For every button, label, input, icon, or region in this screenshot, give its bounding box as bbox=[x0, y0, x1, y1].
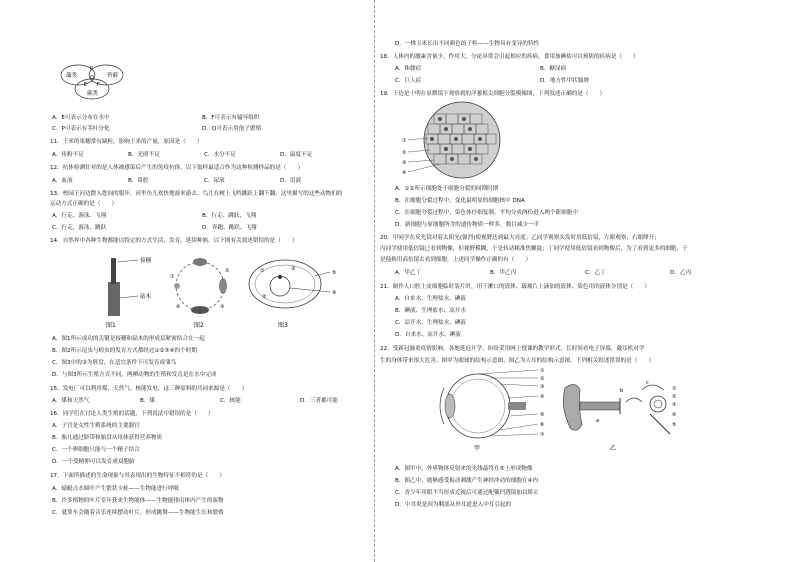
insect-pupa bbox=[219, 278, 227, 294]
q14-option-c: C．图3中的③为胚盘，在适宜条件下可发育成雏鸟 bbox=[52, 360, 177, 366]
q13-option-c: C．行走、游泳、跳跃 bbox=[52, 225, 107, 231]
column-divider bbox=[374, 0, 375, 562]
insect-egg bbox=[174, 283, 180, 289]
ear-label-c: c bbox=[646, 380, 649, 386]
q14-stem: 14．自然界中各种生物都能以特定的方式生活、发育，延续种族。以下图有关叙述错误的是（ ） bbox=[50, 238, 298, 244]
fig3-caption: 图3 bbox=[278, 322, 288, 329]
q22-option-c: C．青少年用眼不当形成近视后可通过配戴凹透镜加以矫正 bbox=[395, 490, 539, 496]
outer-ear bbox=[563, 384, 582, 430]
fig2-caption: 图2 bbox=[194, 322, 204, 329]
optic-nerve bbox=[508, 402, 526, 410]
q13-option-b: B．行走、跳跃、飞翔 bbox=[202, 213, 257, 219]
lens bbox=[445, 394, 455, 418]
eyeball bbox=[446, 374, 510, 438]
q15-option-c: C．核能 bbox=[220, 398, 241, 404]
q19-option-d: D．新细胞与原细胞所含的遗传物质一样多，数目减少一半 bbox=[395, 222, 540, 228]
cell-label-3: ③ bbox=[402, 160, 407, 166]
q22-stem-line2: 生的身体带来很大危害。图甲为眼球的结构示意图，图乙为人耳的结构示意图，下列相关叙述错误的是（ ） bbox=[380, 358, 655, 364]
label-rootstock: 砧木 bbox=[140, 294, 152, 300]
q10-option-b: B．F可表示有输导组织 bbox=[202, 115, 260, 121]
ear-label-a: a bbox=[596, 418, 600, 424]
fig3-num-3: ③ bbox=[291, 266, 296, 272]
q14-option-b: B．图2所示昆虫与蝗虫的发育方式都经过①②③④四个时期 bbox=[52, 348, 197, 354]
eye-num-6: ⑥ bbox=[540, 422, 545, 428]
q18-option-c: C．巨人症 bbox=[395, 78, 422, 84]
fig1-caption: 图1 bbox=[106, 322, 116, 329]
q18-option-b: B．糖尿病 bbox=[540, 66, 567, 72]
q12-stem: 12．抗体检测针对的是人体被感染后产生的免疫抗体，以下取样最适合作为这种检测样品的是（ ） bbox=[50, 165, 304, 171]
q10-option-a: A．E可表示分布在水中 bbox=[52, 115, 110, 121]
eye-num-2: ② bbox=[540, 376, 545, 382]
venn-label-algae: 藻类 bbox=[66, 73, 78, 79]
microscope-view bbox=[400, 100, 510, 180]
q15-option-a: A．煤和天然气 bbox=[52, 398, 90, 404]
q17-option-d: D．一株玉米长出不同颜色的子粒——生物具有变异的特性 bbox=[395, 41, 540, 47]
q15-option-b: B．煤 bbox=[140, 398, 156, 404]
fig2-num-2: ② bbox=[225, 268, 230, 274]
q22-option-d: D．中耳炎是因为咽部从外耳道进入中耳引起的 bbox=[395, 502, 512, 508]
eye-num-5: ⑤ bbox=[540, 412, 545, 418]
q14-option-a: A．图1所示成功的关键是接穗和砧木的形成层紧密结合在一起 bbox=[52, 336, 205, 342]
eye-ear-diagram bbox=[420, 368, 710, 452]
ear-num-2: ② bbox=[672, 394, 677, 400]
q21-option-c: C．凉开水、生理盐水、碘液 bbox=[395, 320, 467, 326]
venn-label-e: E bbox=[84, 82, 88, 88]
fig3-num-1: ① bbox=[260, 268, 265, 274]
venn-label-p: P bbox=[90, 66, 94, 72]
q15-option-d: D．三者都可能 bbox=[300, 398, 338, 404]
q20-stem-line1: 20．甲同学在反光镜对着太阳光(强烈)使视野达到最大亮度；乙同学观察头发时用低倍镜，左眼观察，右眼睁开； bbox=[380, 235, 660, 241]
fig2-num-3: ③ bbox=[220, 304, 225, 310]
fig3-num-2: ② bbox=[262, 294, 267, 300]
q20-stem-line2: 丙同学使用低倍镜已看到物像，但视野模糊，于是转动粗准焦螺旋；丁同学使用低倍镜看到物像后，为了看到更多的细胞，于 bbox=[380, 246, 688, 252]
q16-option-a: A．子宫是女性生殖系统的主要器官 bbox=[52, 423, 140, 429]
eye-num-4: ④ bbox=[540, 394, 545, 400]
ear-label-b: b bbox=[620, 388, 624, 394]
eye-num-7: ⑦ bbox=[540, 432, 545, 438]
ear-num-4: ④ bbox=[672, 412, 677, 418]
fig2-num-4: ④ bbox=[176, 304, 181, 310]
q13-stem-line1: 13．校园王河边散入您间的服步、河里鱼儿欢快地游来游去、鸟儿在树上飞鸣跳跃上翻下翻，这里描写的这些动物们的 bbox=[50, 191, 343, 197]
q20-option-c: C．乙丁 bbox=[585, 270, 606, 276]
q18-option-a: A．侏儒症 bbox=[395, 66, 422, 72]
q20-option-d: D．乙丙 bbox=[670, 270, 692, 276]
q11-stem: 11．王米的果穗常有缺粒，影响王米的产量，原因是（ ） bbox=[50, 139, 203, 145]
q21-stem: 21．制作人口腔上皮细胞临时装片时，用于漱口的液体、载玻片上滴加的液体、染色用的液体分别是（ ） bbox=[380, 284, 651, 290]
q22-option-a: A．图甲中，外界物体反射来的光线最终在⑤上形成物像 bbox=[395, 466, 533, 472]
q19-stem: 19．下边是十明在显微镜下观察到的洋葱根尖细胞分裂模像图，下列叙述正确的是（ ） bbox=[380, 91, 606, 97]
q10-option-c: C．P可表示有茎叶分化 bbox=[52, 126, 110, 132]
insect-larva bbox=[191, 306, 209, 314]
insect-adult bbox=[193, 258, 207, 266]
fig3-num-5: ⑤ bbox=[332, 270, 337, 276]
ear-num-3: ③ bbox=[672, 402, 677, 408]
eye-num-1: ① bbox=[540, 368, 545, 374]
q22-stem-line1: 22．受新冠肺炎疫情影响，各地延迟开学，纷纷采用网上授课的教学形式，长时间看电子屏幕，戴耳机对学 bbox=[380, 346, 645, 352]
venn-diagram bbox=[56, 55, 136, 105]
q20-option-a: A．甲乙丁 bbox=[395, 270, 422, 276]
q17-option-a: A．蜻蜓点水圆叶产生繁状卡蛙——生物能进行呼吸 bbox=[52, 486, 179, 492]
q17-option-c: C．就算车会随着音乐连续摆动叶片，形成跳舞——生物能生长和繁殖 bbox=[52, 510, 224, 516]
q19-option-c: C．在细胞分裂过程中，染色体仔细复制，平均分成两份进入两个新细胞中 bbox=[395, 210, 578, 216]
q21-option-b: B．碘液、生理盐水、凉开水 bbox=[395, 308, 466, 314]
eye-num-3: ③ bbox=[540, 384, 545, 390]
q16-option-b: B．胎儿通过脐带和胎盘从母体获得营养物质 bbox=[52, 435, 163, 441]
venn-label-fern: 蕨类 bbox=[87, 91, 99, 97]
ear-num-1: ① bbox=[672, 386, 677, 392]
q15-stem: 15．发电厂可以利用煤、天然气、核能发电，这三种原料的共同来源是（ ） bbox=[50, 386, 248, 392]
label-scion: 接穗 bbox=[140, 258, 152, 264]
cell-label-1: ① bbox=[402, 138, 407, 144]
q16-option-c: C．一个卵细胞只能与一个精子结合 bbox=[52, 447, 140, 453]
ear-num-5: ⑤ bbox=[672, 422, 677, 428]
q11-option-d: D．温度不足 bbox=[280, 152, 313, 158]
q19-option-b: B．在细胞分裂过程中，变化最明显的细胞核中 DNA bbox=[395, 198, 525, 204]
q14-option-d: D．与图3所示生殖方式不同，两栖动物的生殖和发育是在水中完成 bbox=[52, 372, 217, 378]
q13-option-a: A．行走、游泳、飞翔 bbox=[52, 213, 107, 219]
q16-option-d: D．一个受精卵可以发育成双胞胎 bbox=[52, 459, 135, 465]
q22-option-b: B．图乙中，能够感受振动刺激产生神经冲动的细胞在④内 bbox=[395, 478, 539, 484]
q21-option-a: A．自来水、生理盐水、碘液 bbox=[395, 296, 466, 302]
fig2-num-1: ① bbox=[170, 274, 175, 280]
q17-option-b: B．许多植物的叶片室年获来生物能体——生物能排出体内产生的废物 bbox=[52, 498, 224, 504]
q14-figures bbox=[90, 250, 340, 330]
q13-stem-line2: 运动方式正确的是（ ） bbox=[50, 201, 118, 207]
venn-label-q: Q bbox=[90, 75, 94, 81]
scion-shape bbox=[111, 258, 116, 284]
q17-stem: 17．下面所描述的生命现象与其表现出的生物特征不相符的是（ ） bbox=[50, 473, 225, 479]
fig3-num-4: ④ bbox=[332, 290, 337, 296]
fig-jia-caption: 甲 bbox=[474, 445, 481, 452]
ear-canal bbox=[580, 402, 620, 410]
q11-option-c: C．水分不足 bbox=[204, 152, 236, 158]
fig-yi-caption: 乙 bbox=[610, 445, 617, 452]
q20-stem-line3: 是他换用高倍镜去看到细胞。上述同学操作正确的有（ ） bbox=[380, 257, 532, 263]
q12-option-d: D．泪液 bbox=[280, 178, 302, 184]
q12-option-c: C．尿液 bbox=[204, 178, 225, 184]
cell-label-4: ④ bbox=[402, 170, 407, 176]
q18-option-d: D．地方性甲状腺肿 bbox=[540, 78, 590, 84]
q16-stem: 16．同学们在讨论人类生殖的话题，下列说法中错误的是（ ） bbox=[50, 411, 214, 417]
q19-option-a: A．①②所示细胞处于细胞分裂的间期时期 bbox=[395, 186, 499, 192]
cell-label-2: ② bbox=[402, 150, 407, 156]
rootstock-shape bbox=[108, 282, 120, 316]
q12-option-b: B．鼻腔 bbox=[128, 178, 149, 184]
q13-option-d: D．奔跑、跳跃、飞翔 bbox=[202, 225, 257, 231]
q18-stem: 18．人体内的激素含量少，作用大，分泌异常会引起相应的疾病，食用加碘盐可以预防的疾病是（ ） bbox=[380, 54, 639, 60]
venn-label-moss: 苔藓 bbox=[107, 73, 119, 79]
q12-option-a: A．血液 bbox=[52, 178, 73, 184]
q11-option-a: A．传粉不足 bbox=[52, 152, 84, 158]
q20-option-b: B．甲乙丙 bbox=[490, 270, 517, 276]
q21-option-d: D．自来水、凉开水、碘液 bbox=[395, 332, 461, 338]
q10-option-d: D．Q可表示用孢子繁殖 bbox=[202, 126, 262, 132]
venn-label-f: F bbox=[97, 82, 100, 88]
cochlea bbox=[650, 396, 666, 412]
q11-option-b: B．光照不足 bbox=[128, 152, 160, 158]
